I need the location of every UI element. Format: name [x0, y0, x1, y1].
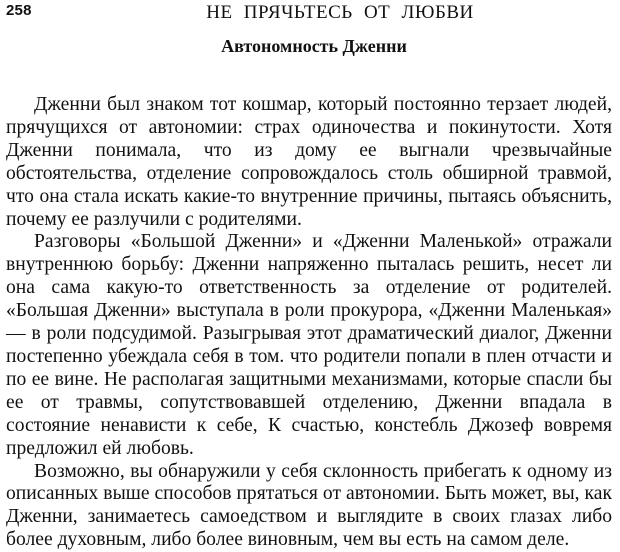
paragraph: Дженни был знаком тот кошмар, который постоянно терзает людей, прячущихся от автономии: страх одиночества и покинутости. Хотя Дженни понимала, что из дому ее выгнали чрезвычайные обстоятельства, отделение сопровождалось столь обширной травмой, что она стала искать какие-то внутренние причины, пытаясь объяснить, почему ее разлучили с родителями.	[6, 94, 612, 231]
page-number: 258	[6, 2, 32, 19]
paragraph: Возможно, вы обнаружили у себя склонность прибегать к одному из описанных выше способов прятаться от автономии. Быть может, вы, как Дженни, занимаетесь самоедством и выглядите в своих глазах либо более духовным, либо более виновным, чем вы есть на самом деле.	[6, 461, 612, 552]
body-text	[6, 94, 612, 552]
running-head-title: НЕ ПРЯЧЬТЕСЬ ОТ ЛЮБВИ	[0, 2, 620, 24]
section-title: Автономность Дженни	[0, 36, 620, 57]
paragraph: Разговоры «Большой Дженни» и «Дженни Маленькой» отражали внутреннюю борьбу: Дженни напряженно пыталась решить, несет ли она сама какую-то ответственность за отделение от родителей. «Большая Дженни» выступала в роли прокурора, «Дженни Маленькая» — в роли подсудимой. Разыгрывая этот драматический диалог, Дженни постепенно убеждала себя в том. что родители попали в плен отчасти и по ее вине. Не располагая защитными механизмами, которые спасли бы ее от травмы, сопутствовавшей отделению, Дженни впадала в состояние ненависти к себе, К счастью, констебль Джозеф вовремя предложил ей любовь.	[6, 231, 612, 460]
